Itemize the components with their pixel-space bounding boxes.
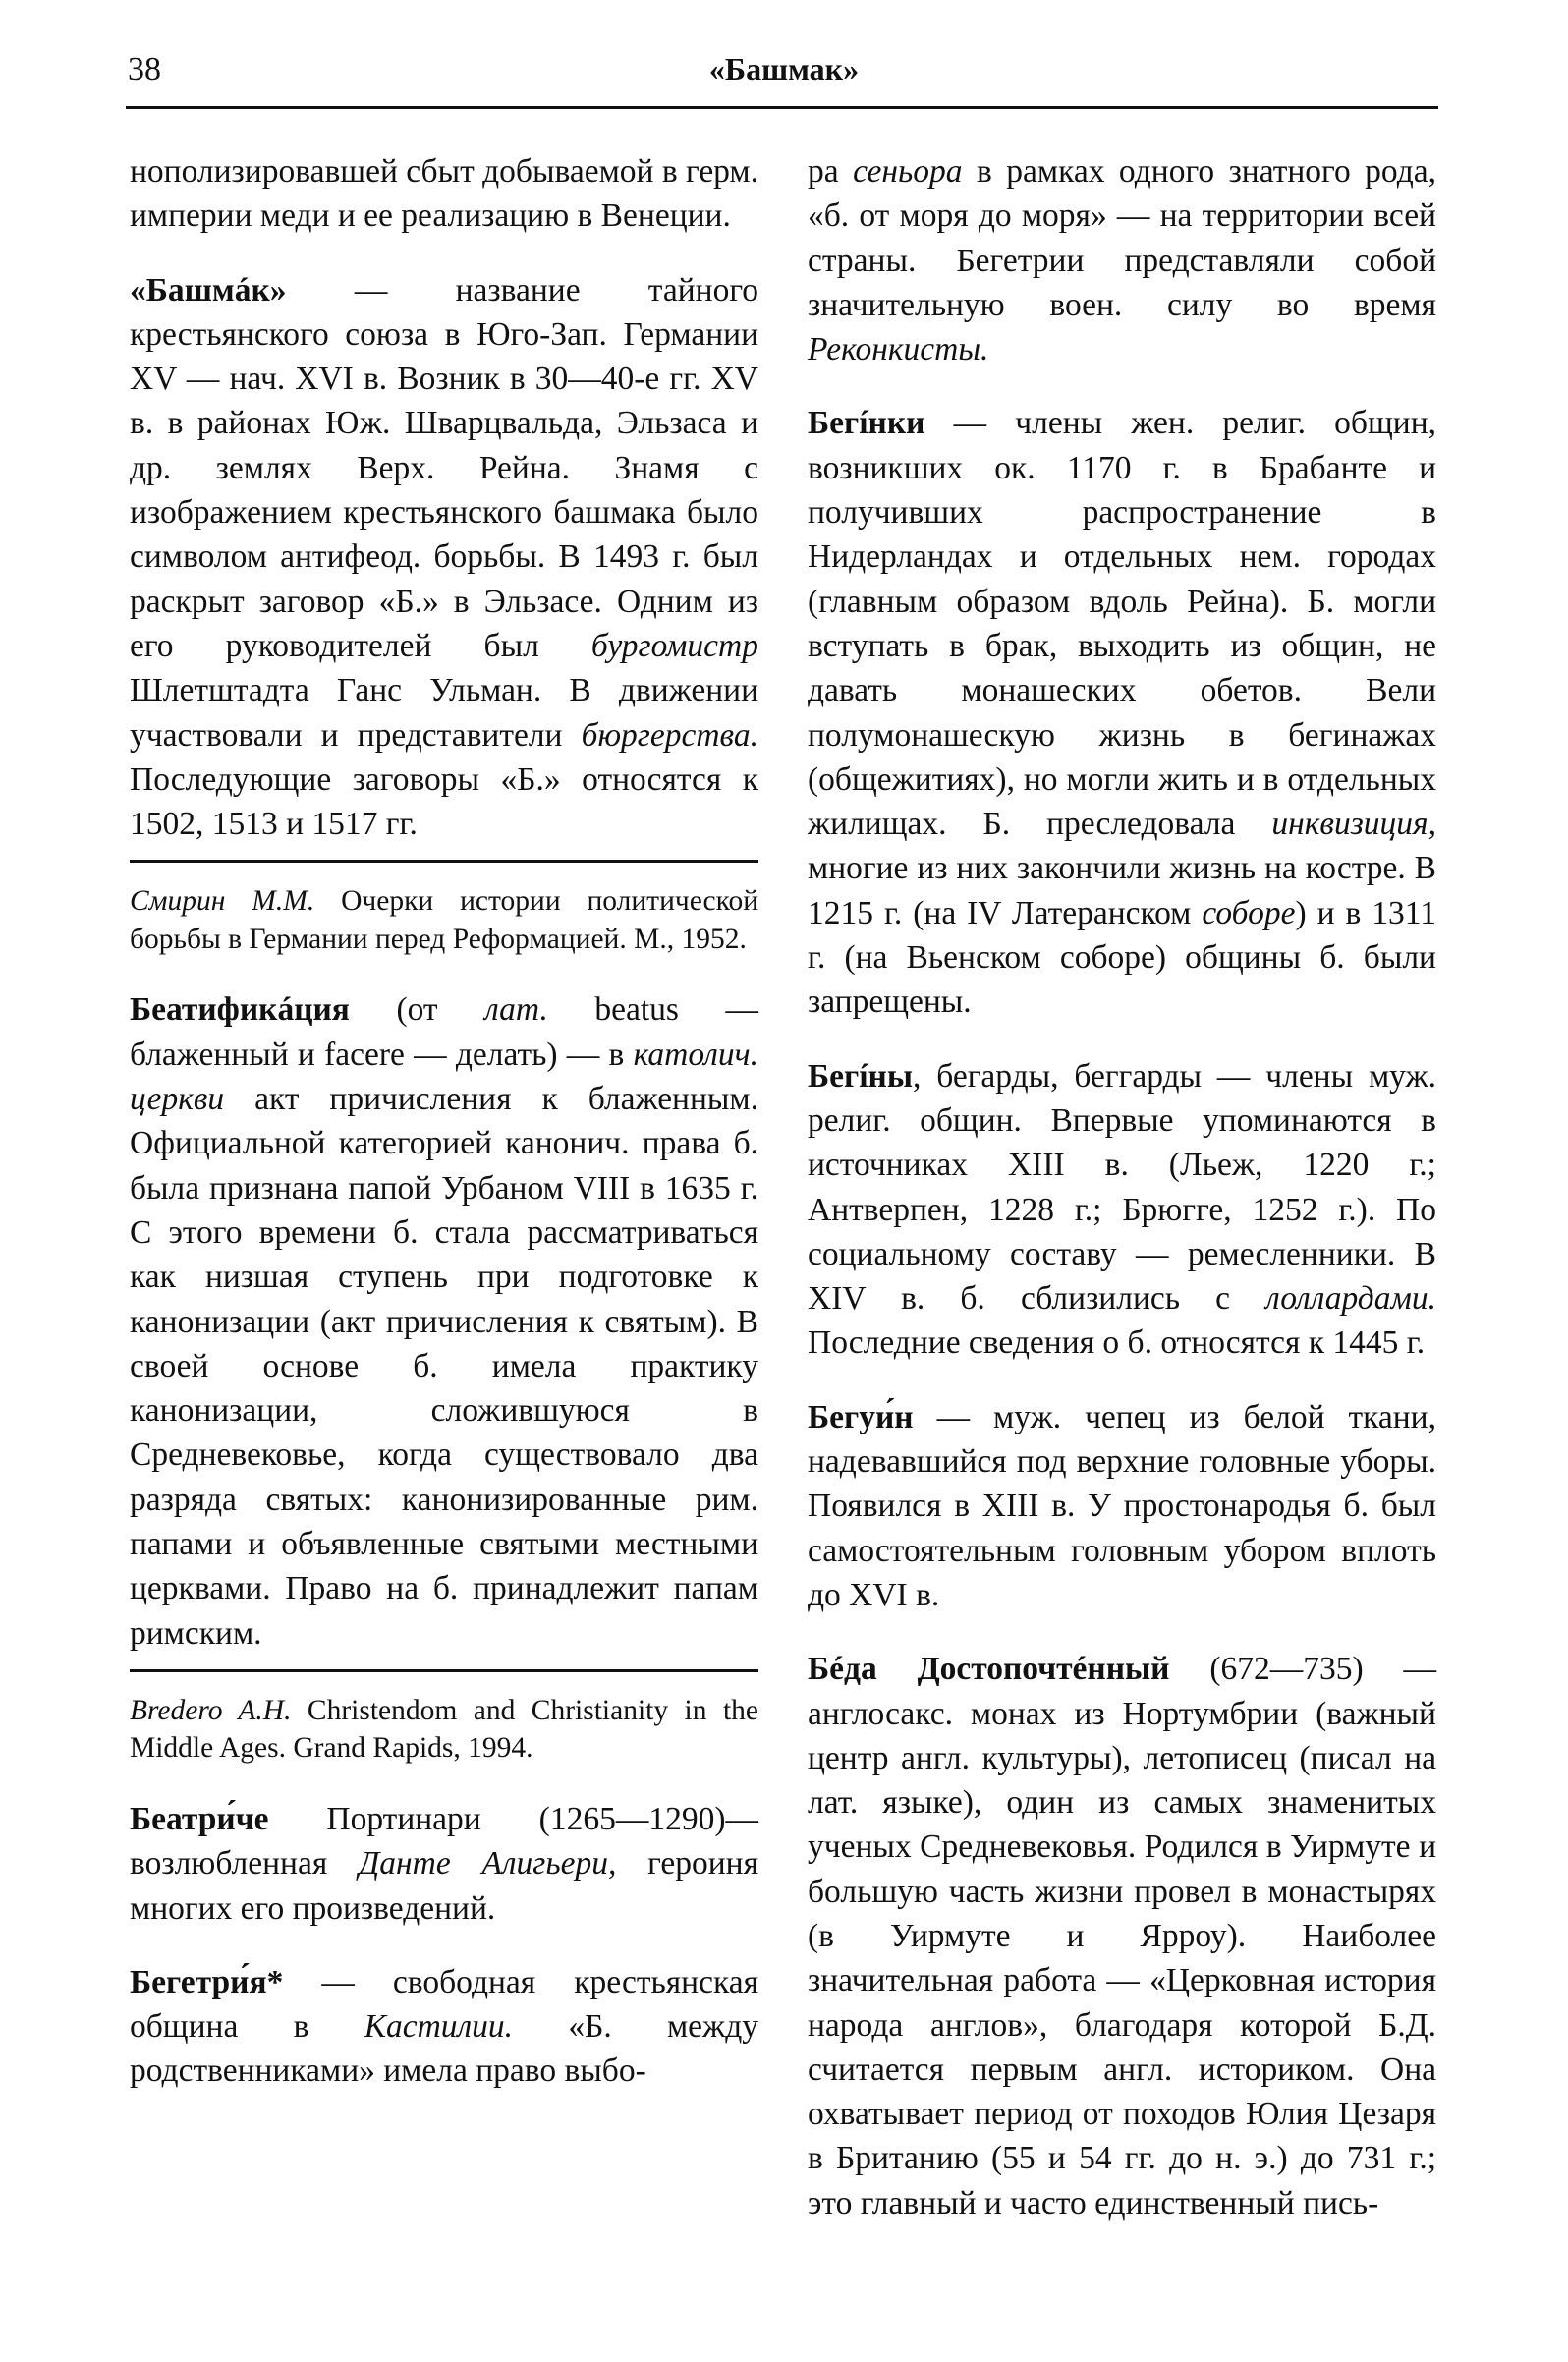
entry-text: Портинари (1265—1290)— возлюбленная	[130, 1800, 758, 1883]
reference-beatification	[130, 1692, 758, 1768]
reference-text: Очерки истории политической борьбы в Германии перед Реформацией. М., 1952.	[130, 885, 758, 955]
headword: Бегуи́н	[808, 1398, 914, 1435]
headword: Беатификáция	[130, 991, 350, 1029]
left-column	[130, 149, 758, 2123]
headword: Бегíны	[808, 1057, 913, 1095]
headword: «Башмáк»	[130, 271, 287, 309]
entry-text: Шлетштадта Ганс Ульман. В движении участвовали и представители	[130, 672, 758, 754]
entry-link: бюргерства.	[581, 716, 758, 754]
entry-text: ра	[808, 153, 854, 190]
headword: Бегетри́я*	[130, 1963, 284, 2000]
reference-bashmak	[130, 882, 758, 958]
entry-text: героиня многих его произведений.	[130, 1845, 759, 1927]
entry-link: католич. церкви	[130, 1036, 758, 1118]
entry-text: (от	[349, 991, 485, 1029]
entry-text: Последующие заговоры «Б.» относятся к 1502, 1513 и 1517 гг.	[130, 760, 758, 843]
headword: Беатри́че	[130, 1800, 269, 1837]
right-column	[808, 149, 1436, 2255]
headword: Бегíнки	[808, 405, 925, 442]
entry-link: инквизиция,	[1271, 806, 1436, 843]
entry-text: — название тайного крестьянского союза в Юго-Зап. Германии XV — нач. XVI в. Возник в 30—40-е гг. XV в. в районах Юж. Шварцвальда, Эльзаса и др. землях Верх. Рейна. Знамя с изображением крестьянского башмака было символом антифеод. борьбы. В 1493 г. был раскрыт заговор «Б.» в Эльзасе. Одним из его руководителей был	[130, 271, 758, 664]
entry-text: — члены жен. религ. общин, возникших ок. 1170 г. в Брабанте и получивших распространение в Нидерландах и отдельных нем. городах (главным образом вдоль Рейна). Б. могли вступать в брак, выходить из общин, не давать монашеских обетов. Вели полумонашескую жизнь в бегинажах (общежитиях), но могли жить и в отдельных жилищах. Б. преследовала	[808, 405, 1436, 843]
entry-text: , бегарды, беггарды — члены муж. религ. общин. Впервые упоминаются в источниках XIII в. (Льеж, 1220 г.; Антверпен, 1228 г.; Брюгге, 1252 г.). По социальному составу — ремесленники. В XIV в. б. сблизились с	[808, 1057, 1436, 1318]
running-title: «Башмак»	[708, 51, 860, 86]
entry-text: Последние сведения о б. относятся к 1445 г.	[808, 1324, 1426, 1362]
entry-text: beatus — блаженный и facere — делать) — в	[130, 991, 758, 1073]
entry-beginki	[808, 401, 1436, 1024]
reference-text: Christendom and Christianity in the Middle Ages. Grand Rapids, 1994.	[130, 1694, 758, 1765]
reference-divider	[130, 1669, 758, 1672]
entry-text: акт причисления к блаженным. Официальной категорией канонич. права б. была признана папой Урбаном VIII в 1635 г. С этого времени б. стала рассматриваться как низшая ступень при подготовке к канонизации (акт причисления к святым). В своей основе б. имела практику канонизации, сложившуюся в Средневековье, когда существовало два разряда святых: канонизированные рим. папами и объявленные святыми местными церквами. Право на б. принадлежит папам римским.	[130, 1081, 758, 1652]
reference-divider	[130, 860, 758, 863]
entry-beguin	[808, 1395, 1436, 1617]
entry-text: — свободная крестьянская община в	[130, 1963, 758, 2046]
entry-link: сеньора	[853, 153, 963, 190]
page-number: 38	[128, 51, 161, 87]
entry-link: лат.	[484, 991, 548, 1029]
entry-link: Данте Алигьери,	[358, 1845, 617, 1883]
entry-beatrice	[130, 1797, 758, 1931]
reference-author: Bredero A.H.	[130, 1694, 292, 1726]
entry-begetria	[130, 1960, 758, 2094]
entry-link: соборе	[1202, 894, 1296, 931]
continued-text	[808, 149, 1436, 371]
entry-link: Кастилии.	[364, 2008, 514, 2046]
headword: Бéда Достопочтéнный	[808, 1651, 1170, 1688]
entry-link: бургомистр	[590, 627, 758, 664]
entry-text: — муж. чепец из белой ткани, надевавшийся под верхние головные уборы. Появился в XIII в. У простонародья б. был самостоятельным головным убором вплоть до XVI в.	[808, 1398, 1436, 1613]
entry-text: многие из них закончили жизнь на костре. В 1215 г. (на IV Латеранском	[808, 850, 1436, 931]
entry-beginy	[808, 1054, 1436, 1366]
entry-bashmak	[130, 268, 758, 847]
entry-text: ) и в 1311 г. (на Вьенском соборе) общины б. были запрещены.	[808, 894, 1436, 1021]
entry-link: лоллардами.	[1265, 1280, 1436, 1318]
header-rule	[126, 106, 1438, 109]
entry-beatification	[130, 987, 758, 1655]
reference-author: Смирин М.М.	[130, 885, 315, 918]
entry-text: в рамках одного знатного рода, «б. от моря до моря» — на территории всей страны. Бегетрии представляли собой значительную воен. силу во время	[808, 153, 1436, 323]
entry-text: (672—735) — англосакс. монах из Нортумбрии (важный центр англ. культуры), летописец (писал на лат. языке), один из самых знаменитых ученых Средневековья. Родился в Уирмуте и большую часть жизни провел в монастырях (в Уирмуте и Ярроу). Наиболее значительная работа — «Церковная история народа англов», благодаря которой Б.Д. считается первым англ. историком. Она охватывает период от походов Юлия Цезаря в Британию (55 и 54 гг. до н. э.) до 731 г.; это главный и часто единственный пись-	[808, 1651, 1436, 2221]
entry-text: «Б. между родственниками» имела право выбо-	[130, 2008, 758, 2090]
entry-beda	[808, 1647, 1436, 2225]
continued-text: нополизировавшей сбыт добываемой в герм. империи меди и ее реализацию в Венеции.	[130, 153, 758, 235]
entry-link: Реконкисты.	[808, 331, 989, 368]
